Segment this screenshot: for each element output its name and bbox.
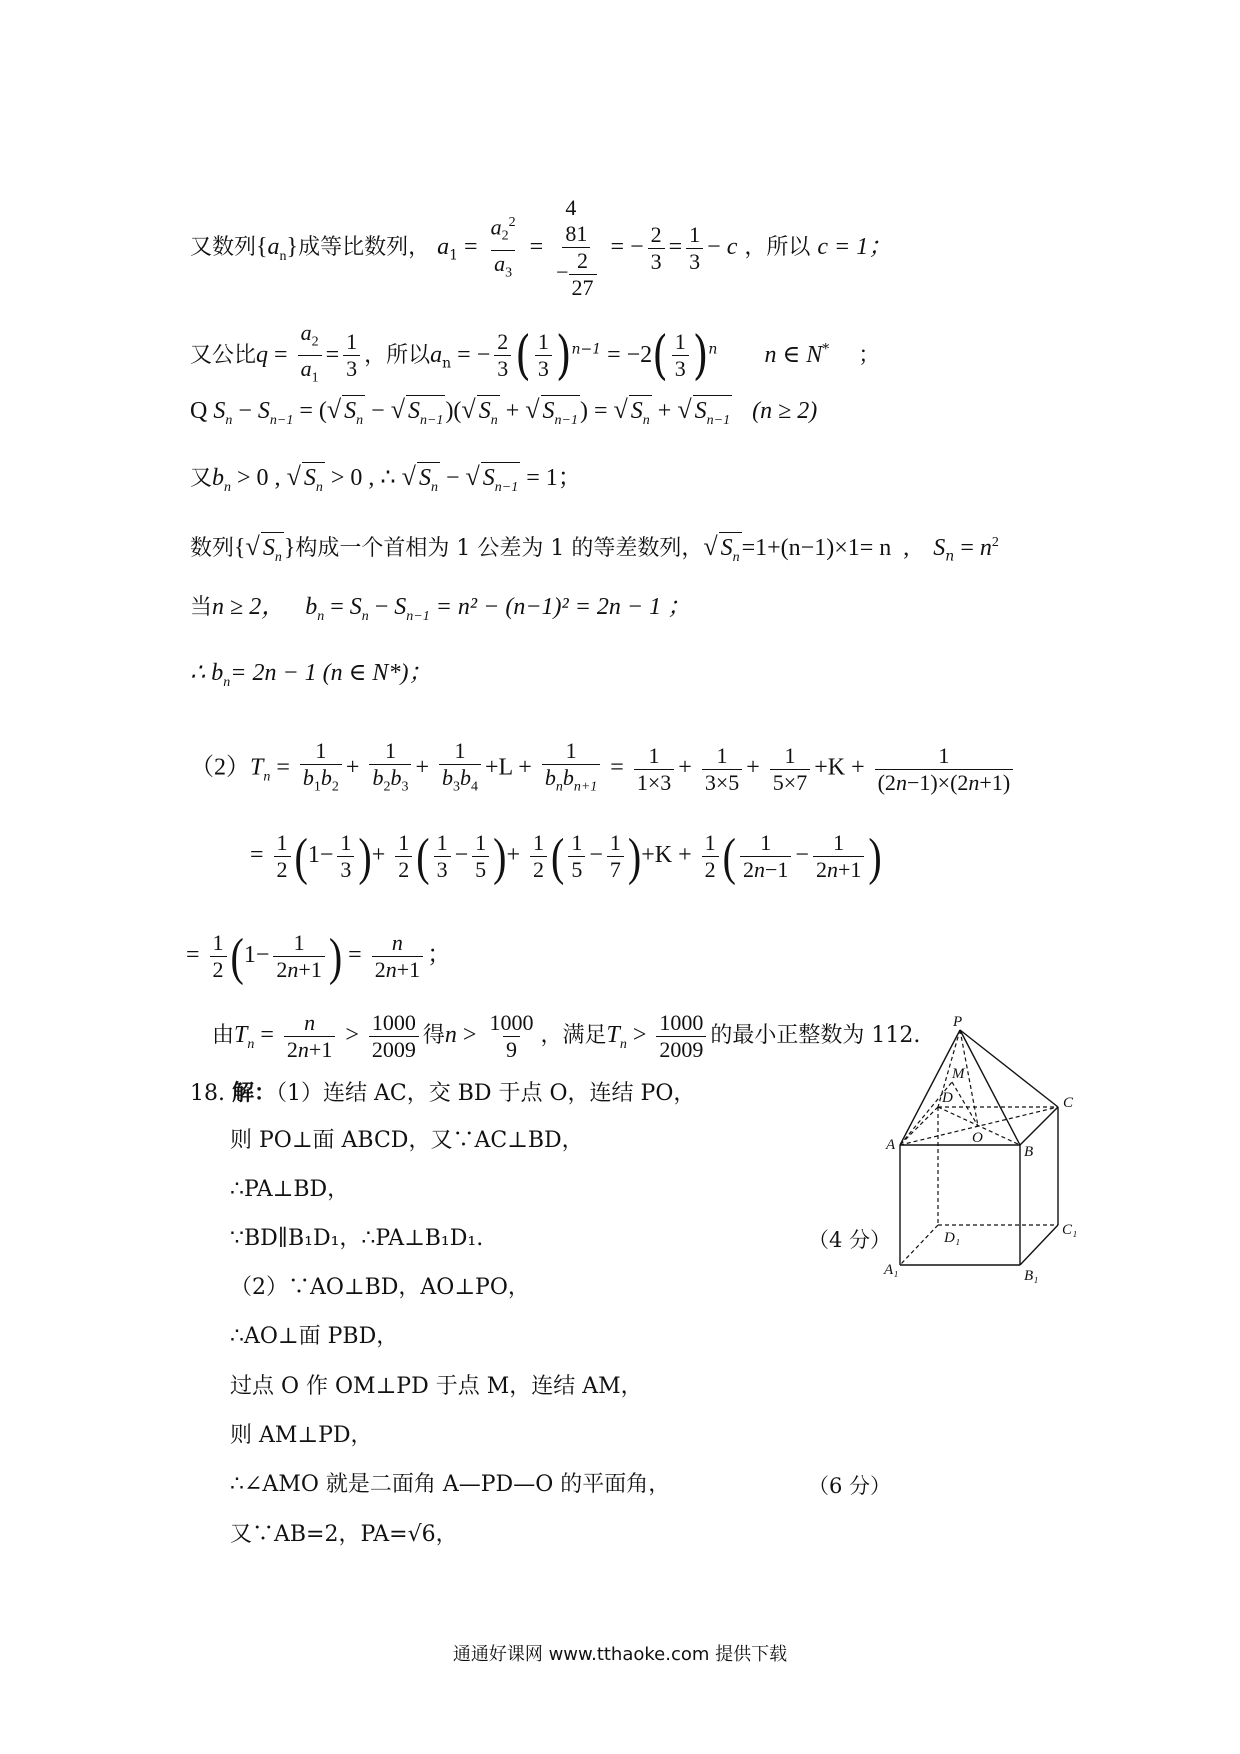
line-7: ∴ $b_n= 2n - 1$ (n ∈ N*)；: [190, 660, 433, 690]
label-C1: C₁: [1062, 1222, 1078, 1238]
label-A1: A₁: [884, 1262, 899, 1278]
p18-line-10: 又∵AB=2，PA=√6，: [230, 1522, 458, 1547]
line-9: = $\frac{1}{2}$ (1− $\frac{1}{3}$ )+ $\frac{1}{2}$ ( $\frac{1}{3}$ − $\frac{1}{5}$ )+ $\frac{1}{2}$ ( $\frac{1}{5}$ − $\frac{1}{7}$ )+K + $\frac{1}{2}$ ( $\frac{1}{2n-1}$ − $\frac{1}{2n+1}$ ): [250, 826, 882, 886]
line-3: Q $S_n - S_{n-1}$ = (√ $S_n$ − √ $S_{n-1})(√$ $S_n$ + √ $S_{n-1}$) = √ $S_n$ + √ $S_{n-1}$ (n ≥ 2): [190, 395, 817, 436]
p18-line-8: 则 AM⊥PD，: [230, 1423, 373, 1448]
score-4: （4 分）: [808, 1228, 892, 1252]
label-B: B: [1024, 1144, 1034, 1160]
p18-line-4: ∵BD∥B₁D₁，∴PA⊥B₁D₁.: [230, 1226, 484, 1251]
label-D1: D₁: [944, 1230, 961, 1246]
line-6: 当n ≥ 2， $b_n = S_n - S_{n-1} = n^2 - (n-1)^2 = 2n - 1$ ；: [190, 594, 692, 624]
line-10: = $\frac{1}{2}$ (1− $\frac{1}{2n+1}$ ) = $\frac{n}{2n+1}$ ；: [186, 926, 452, 986]
p18-line-9: ∴∠AMO 就是二面角 A—PD—O 的平面角，: [230, 1472, 671, 1497]
score-6: （6 分）: [808, 1474, 892, 1498]
p18-line-3: ∴PA⊥BD，: [230, 1177, 350, 1202]
label-A: A: [886, 1137, 896, 1153]
p18-line-6: ∴AO⊥面 PBD，: [230, 1324, 399, 1349]
label-P: P: [953, 1014, 963, 1030]
page-footer: 通通好课网 www.tthaoke.com 提供下载: [452, 1644, 788, 1665]
label-M: M: [952, 1066, 965, 1082]
label-O: O: [972, 1130, 983, 1146]
line-11: 由$T_n$ = $\frac{n}{2n+1}$ > $\frac{1000}{2009}$ 得n > $\frac{1000}{9}$ ，满足$T_n$ > $\frac{1000}{2009}$ 的最小正整数为 112.: [212, 1010, 921, 1062]
line-5: 数列{√ $S_n$}构成一个首相为 1 公差为 1 的等差数列，√ $S_n=1+(n-1)\times 1= n$ , $S_n = n^2$: [190, 528, 999, 573]
p18-line-2: 则 PO⊥面 ABCD，又∵AC⊥BD，: [230, 1128, 584, 1153]
p18-line-5: （2）∵AO⊥BD，AO⊥PO，: [230, 1275, 530, 1300]
label-D: D: [942, 1090, 953, 1106]
label-C: C: [1063, 1095, 1074, 1111]
line-2: 又公比q = $\frac{a_2}{a_1}$ = $\frac{1}{3}$ ，所以$a_n$ = − $\frac{2}{3}$ ( $\frac{1}{3}$ )$^{n-1}$ = −2( $\frac{1}{3}$ )$^n$ n ∈ N* ；: [190, 320, 880, 392]
p18-line-7: 过点 O 作 OM⊥PD 于点 M，连结 AM，: [230, 1374, 643, 1399]
p18-line-1: 18. 解：（1）连结 AC，交 BD 于点 O，连结 PO，: [190, 1080, 696, 1106]
line-1: 又数列$\{a_n\}$成等比数列， $a_1$ = $\frac{a_2^2}{a_3}$ = 4 81 − $\frac{2}{27}$ = − $\frac{2}{3}$ = $\frac{1}{3}$ − c ，所以 c = 1；: [190, 195, 893, 300]
line-4: 又$b_n > 0$ , √ $S_n > 0$ , ∴ √ $S_n$ − √ $S_{n-1} = 1$；: [190, 462, 582, 503]
pyramid-figure-overlay: [860, 1010, 1090, 1310]
line-8: $(2)T_n$ = $\frac{1}{b_1b_2}$ + $\frac{1}{b_2b_3}$ + $\frac{1}{b_3b_4}$ +L + $\frac{1}{b_nb_{n+1}}$ = $\frac{1}{1\times 3}$ + $\frac{1}{3\times 5}$ + $\frac{1}{5\times 7}$ +K + $\frac{1}{(2n-1)\times(2n+1)}$: [190, 738, 1017, 800]
label-B1: B₁: [1024, 1268, 1039, 1284]
